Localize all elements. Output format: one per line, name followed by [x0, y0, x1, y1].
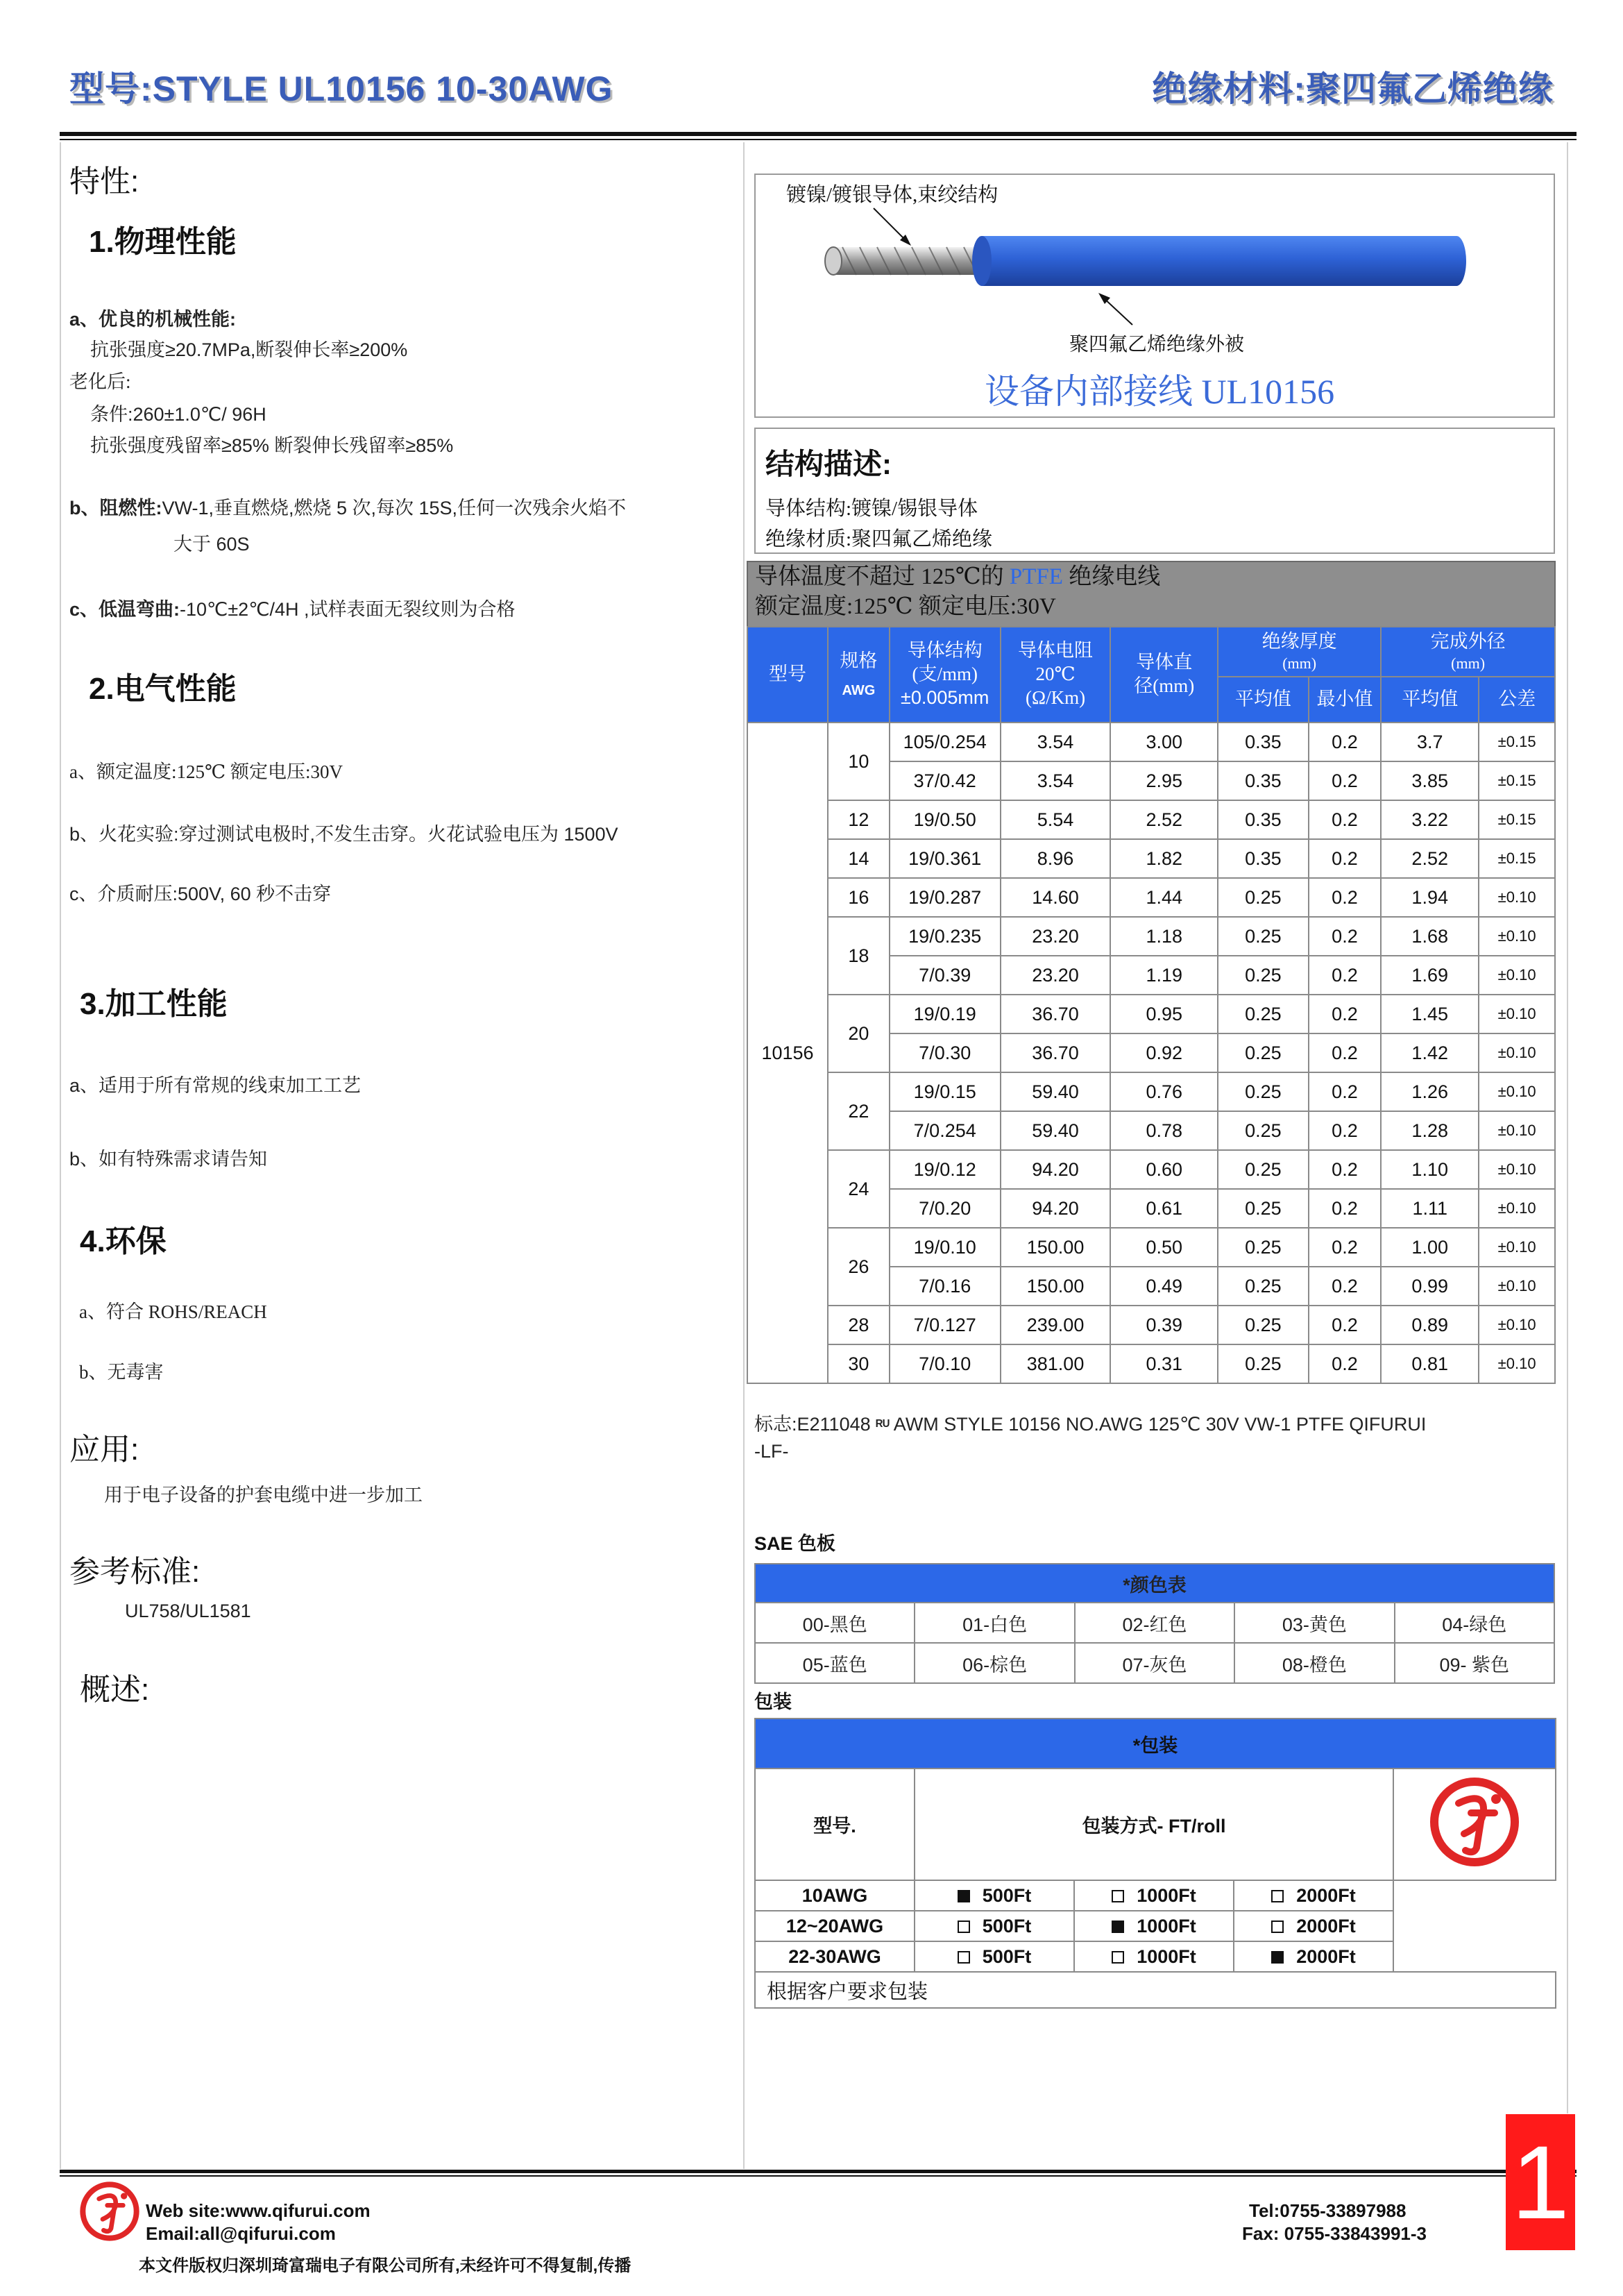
- spec-cell-dia: 0.50: [1110, 1228, 1218, 1267]
- packaging-row: [755, 1880, 1556, 1911]
- spec-cell-ins: 0.25: [1218, 1150, 1309, 1189]
- spec-cell-od: 1.00: [1381, 1228, 1479, 1267]
- spec-cell-tol: ±0.15: [1479, 800, 1555, 839]
- spec-cell-min: 0.2: [1309, 956, 1381, 995]
- spec-cell-od: 0.89: [1381, 1306, 1479, 1344]
- spec-cell-od: 0.81: [1381, 1344, 1479, 1383]
- spec-cell-min: 0.2: [1309, 1189, 1381, 1228]
- col-ins-min: 最小值: [1309, 677, 1381, 723]
- standard-heading: 参考标准:: [69, 1555, 201, 1589]
- spec-cell-cond: 7/0.30: [890, 1033, 1001, 1072]
- unchecked-box-icon[interactable]: [1271, 1921, 1284, 1933]
- rating-bar: [747, 561, 1556, 627]
- checked-box-icon[interactable]: [1112, 1921, 1124, 1933]
- spec-cell-tol: ±0.10: [1479, 1111, 1555, 1150]
- spec-cell-res: 23.20: [1001, 956, 1111, 995]
- spec-cell-ins: 0.35: [1218, 800, 1309, 839]
- spec-cell-ins: 0.35: [1218, 723, 1309, 761]
- spec-cell-ins: 0.25: [1218, 917, 1309, 956]
- spec-cell-min: 0.2: [1309, 1111, 1381, 1150]
- spec-cell-cond: 7/0.254: [890, 1111, 1001, 1150]
- col-insulation: 绝缘厚度 (mm): [1218, 627, 1381, 677]
- structure-conductor: 导体结构:镀镍/锡银导体: [765, 498, 978, 520]
- color-table: [754, 1563, 1555, 1684]
- packaging-model-cell: 22-30AWG: [755, 1941, 915, 1972]
- spec-cell-od: 1.45: [1381, 995, 1479, 1033]
- color-cell: 03-黄色: [1234, 1603, 1394, 1643]
- checked-box-icon[interactable]: [1271, 1951, 1284, 1964]
- footer-logo-icon: [75, 2177, 144, 2246]
- spec-cell-tol: ±0.15: [1479, 761, 1555, 800]
- spec-cell-od: 1.26: [1381, 1072, 1479, 1111]
- spec-cell-cond: 19/0.50: [890, 800, 1001, 839]
- spec-cell-dia: 0.76: [1110, 1072, 1218, 1111]
- packaging-option-cell: [1074, 1911, 1234, 1941]
- color-chart-title: SAE 色板: [754, 1533, 836, 1554]
- checked-box-icon[interactable]: [958, 1890, 970, 1902]
- spec-cell-od: 0.99: [1381, 1267, 1479, 1306]
- spec-cell-ins: 0.35: [1218, 839, 1309, 878]
- spec-row: [747, 1150, 1555, 1189]
- packaging-note: 根据客户要求包装: [755, 1972, 1556, 2008]
- unchecked-box-icon[interactable]: [958, 1951, 970, 1964]
- packaging-option-label: 500Ft: [982, 1884, 1032, 1906]
- spec-cell-cond: 19/0.19: [890, 995, 1001, 1033]
- packaging-col-method: 包装方式- FT/roll: [915, 1769, 1393, 1880]
- spec-cell-min: 0.2: [1309, 917, 1381, 956]
- spec-cell-res: 59.40: [1001, 1111, 1111, 1150]
- spec-awg-cell: 28: [828, 1306, 890, 1344]
- footer-rule-thin: [60, 2175, 1577, 2177]
- spec-cell-tol: ±0.10: [1479, 1072, 1555, 1111]
- spec-cell-ins: 0.25: [1218, 1111, 1309, 1150]
- col-od-tol: 公差: [1479, 677, 1555, 723]
- company-logo-cell: [1393, 1769, 1556, 1880]
- spec-cell-dia: 0.31: [1110, 1344, 1218, 1383]
- spec-cell-cond: 19/0.10: [890, 1228, 1001, 1267]
- footer-fax: Fax: 0755-33843991-3: [1242, 2223, 1427, 2244]
- color-cell: 00-黑色: [755, 1603, 915, 1643]
- packaging-row: [755, 1941, 1556, 1972]
- spec-cell-tol: ±0.15: [1479, 723, 1555, 761]
- spec-cell-ins: 0.25: [1218, 1189, 1309, 1228]
- spec-cell-od: 3.7: [1381, 723, 1479, 761]
- spec-row: [747, 723, 1555, 761]
- packaging-option-cell: [1234, 1941, 1393, 1972]
- flame-retardant: b、阻燃性:VW-1,垂直燃烧,燃烧 5 次,每次 15S,任何一次残余火焰不: [69, 498, 627, 518]
- spec-cell-ins: 0.25: [1218, 1072, 1309, 1111]
- spec-cell-ins: 0.25: [1218, 1306, 1309, 1344]
- spec-cell-ins: 0.25: [1218, 1228, 1309, 1267]
- spec-cell-tol: ±0.15: [1479, 839, 1555, 878]
- spec-row: [747, 1344, 1555, 1383]
- spec-cell-ins: 0.25: [1218, 956, 1309, 995]
- aging-label: 老化后:: [69, 371, 131, 392]
- spec-cell-od: 3.85: [1381, 761, 1479, 800]
- spec-awg-cell: 14: [828, 839, 890, 878]
- spec-awg-cell: 30: [828, 1344, 890, 1383]
- spec-row: [747, 995, 1555, 1033]
- spec-row: [747, 1072, 1555, 1111]
- unchecked-box-icon[interactable]: [958, 1921, 970, 1933]
- spec-cell-res: 5.54: [1001, 800, 1111, 839]
- overview-heading: 概述:: [80, 1673, 150, 1707]
- spec-cell-cond: 7/0.20: [890, 1189, 1001, 1228]
- spec-cell-dia: 1.82: [1110, 839, 1218, 878]
- packaging-option-cell: [915, 1911, 1074, 1941]
- spec-model-cell: 10156: [747, 723, 828, 1383]
- page-number: 1: [1506, 2114, 1575, 2250]
- spec-cell-cond: 7/0.39: [890, 956, 1001, 995]
- spec-cell-tol: ±0.10: [1479, 1033, 1555, 1072]
- company-logo-icon: [1422, 1770, 1527, 1874]
- wire-diagram-box: [754, 174, 1555, 418]
- footer-tel: Tel:0755-33897988: [1249, 2200, 1407, 2221]
- rating-line2: 额定温度:125℃ 额定电压:30V: [755, 594, 1056, 619]
- spec-cell-dia: 0.92: [1110, 1033, 1218, 1072]
- spec-row: [747, 917, 1555, 956]
- physical-a-label: a、优良的机械性能:: [69, 309, 237, 330]
- marking-line2: -LF-: [754, 1441, 789, 1462]
- spec-cell-tol: ±0.10: [1479, 1228, 1555, 1267]
- spec-cell-min: 0.2: [1309, 1072, 1381, 1111]
- column-divider: [743, 142, 745, 2169]
- packaging-option-cell: [1074, 1941, 1234, 1972]
- spec-cell-cond: 19/0.361: [890, 839, 1001, 878]
- wire-illustration: [756, 175, 1554, 341]
- spec-cell-ins: 0.25: [1218, 1267, 1309, 1306]
- spec-cell-res: 36.70: [1001, 995, 1111, 1033]
- packaging-table: [754, 1718, 1556, 2009]
- packaging-option-cell: [915, 1880, 1074, 1911]
- spec-cell-res: 14.60: [1001, 878, 1111, 917]
- spec-cell-tol: ±0.10: [1479, 1267, 1555, 1306]
- spec-cell-res: 381.00: [1001, 1344, 1111, 1383]
- spec-cell-min: 0.2: [1309, 761, 1381, 800]
- spec-cell-min: 0.2: [1309, 723, 1381, 761]
- spec-cell-cond: 19/0.235: [890, 917, 1001, 956]
- insulation-label: 聚四氟乙烯绝缘外被: [1069, 334, 1245, 355]
- structure-insulation: 绝缘材质:聚四氟乙烯绝缘: [765, 528, 993, 550]
- unchecked-box-icon[interactable]: [1112, 1890, 1124, 1902]
- spec-cell-tol: ±0.10: [1479, 1189, 1555, 1228]
- ul-mark: ᴿᵁ: [876, 1417, 890, 1434]
- spec-row: [747, 839, 1555, 878]
- spec-cell-cond: 7/0.10: [890, 1344, 1001, 1383]
- spec-cell-tol: ±0.10: [1479, 917, 1555, 956]
- spec-cell-dia: 2.95: [1110, 761, 1218, 800]
- spec-cell-res: 239.00: [1001, 1306, 1111, 1344]
- packaging-option-label: 1000Ft: [1137, 1915, 1196, 1936]
- model-title: 型号:STYLE UL10156 10-30AWG: [69, 69, 613, 108]
- conductor-label: 镀镍/镀银导体,束绞结构: [786, 184, 999, 206]
- spec-cell-tol: ±0.10: [1479, 956, 1555, 995]
- col-od: 完成外径 (mm): [1381, 627, 1555, 677]
- spec-cell-od: 1.42: [1381, 1033, 1479, 1072]
- spec-cell-cond: 19/0.15: [890, 1072, 1001, 1111]
- packaging-col-model: 型号.: [755, 1769, 915, 1880]
- spec-cell-res: 94.20: [1001, 1150, 1111, 1189]
- spec-row: [747, 878, 1555, 917]
- unchecked-box-icon[interactable]: [1271, 1890, 1284, 1902]
- spec-awg-cell: 26: [828, 1228, 890, 1306]
- packaging-option-label: 1000Ft: [1137, 1945, 1196, 1967]
- spec-cell-cond: 7/0.16: [890, 1267, 1001, 1306]
- spec-cell-min: 0.2: [1309, 878, 1381, 917]
- electrical-b: b、火花实验:穿过测试电极时,不发生击穿。火花试验电压为 1500V: [69, 824, 618, 845]
- spec-cell-min: 0.2: [1309, 995, 1381, 1033]
- spec-cell-min: 0.2: [1309, 1344, 1381, 1383]
- spec-cell-cond: 37/0.42: [890, 761, 1001, 800]
- spec-cell-dia: 0.49: [1110, 1267, 1218, 1306]
- flame-retardant-cont: 大于 60S: [173, 534, 250, 555]
- col-conductor: 导体结构 (支/mm) ±0.005mm: [890, 627, 1001, 723]
- color-table-title: *颜色表: [755, 1564, 1554, 1603]
- spec-cell-od: 1.69: [1381, 956, 1479, 995]
- spec-cell-min: 0.2: [1309, 839, 1381, 878]
- spec-cell-tol: ±0.10: [1479, 1344, 1555, 1383]
- spec-cell-od: 1.10: [1381, 1150, 1479, 1189]
- spec-awg-cell: 12: [828, 800, 890, 839]
- spec-cell-res: 3.54: [1001, 723, 1111, 761]
- spec-cell-dia: 1.19: [1110, 956, 1218, 995]
- spec-cell-ins: 0.25: [1218, 878, 1309, 917]
- spec-cell-dia: 0.78: [1110, 1111, 1218, 1150]
- spec-cell-tol: ±0.10: [1479, 1150, 1555, 1189]
- spec-cell-min: 0.2: [1309, 1033, 1381, 1072]
- processing-b: b、如有特殊需求请告知: [69, 1149, 268, 1170]
- spec-cell-od: 1.94: [1381, 878, 1479, 917]
- spec-row: [747, 1228, 1555, 1267]
- col-ins-avg: 平均值: [1218, 677, 1309, 723]
- spec-awg-cell: 18: [828, 917, 890, 995]
- spec-cell-ins: 0.25: [1218, 1033, 1309, 1072]
- spec-awg-cell: 10: [828, 723, 890, 800]
- packaging-model-cell: 12~20AWG: [755, 1911, 915, 1941]
- packaging-option-label: 2000Ft: [1296, 1884, 1356, 1906]
- spec-cell-od: 3.22: [1381, 800, 1479, 839]
- spec-cell-min: 0.2: [1309, 1150, 1381, 1189]
- standard-text: UL758/UL1581: [125, 1601, 251, 1621]
- spec-cell-res: 8.96: [1001, 839, 1111, 878]
- color-cell: 02-红色: [1075, 1603, 1234, 1643]
- features-heading: 特性:: [69, 164, 139, 199]
- electrical-c: c、介质耐压:500V, 60 秒不击穿: [69, 884, 332, 904]
- color-cell: 09- 紫色: [1395, 1643, 1554, 1683]
- packaging-option-label: 1000Ft: [1137, 1884, 1196, 1906]
- packaging-title: 包装: [754, 1691, 792, 1712]
- spec-cell-od: 1.68: [1381, 917, 1479, 956]
- packaging-option-cell: [915, 1941, 1074, 1972]
- spec-cell-dia: 0.61: [1110, 1189, 1218, 1228]
- spec-cell-res: 150.00: [1001, 1228, 1111, 1267]
- spec-cell-min: 0.2: [1309, 1267, 1381, 1306]
- spec-cell-res: 59.40: [1001, 1072, 1111, 1111]
- electrical-a: a、额定温度:125℃ 额定电压:30V: [69, 761, 343, 782]
- color-row: [755, 1603, 1554, 1643]
- environment-a: a、符合 ROHS/REACH: [79, 1301, 267, 1322]
- col-gauge: 规格 AWG: [828, 627, 890, 723]
- rating-line1: 导体温度不超过 125℃的 PTFE 绝缘电线: [755, 564, 1161, 589]
- spec-cell-cond: 19/0.12: [890, 1150, 1001, 1189]
- footer-rule: [60, 2170, 1577, 2173]
- spec-cell-dia: 0.60: [1110, 1150, 1218, 1189]
- spec-row: [747, 1306, 1555, 1344]
- right-border: [1567, 142, 1568, 2113]
- spec-cell-min: 0.2: [1309, 1306, 1381, 1344]
- packaging-option-label: 2000Ft: [1296, 1915, 1356, 1936]
- spec-cell-res: 150.00: [1001, 1267, 1111, 1306]
- spec-awg-cell: 22: [828, 1072, 890, 1150]
- spec-awg-cell: 16: [828, 878, 890, 917]
- spec-cell-dia: 3.00: [1110, 723, 1218, 761]
- header-rule: [60, 132, 1577, 136]
- color-cell: 01-白色: [915, 1603, 1074, 1643]
- spec-cell-cond: 105/0.254: [890, 723, 1001, 761]
- spec-cell-tol: ±0.10: [1479, 995, 1555, 1033]
- spec-awg-cell: 24: [828, 1150, 890, 1228]
- spec-cell-tol: ±0.10: [1479, 1306, 1555, 1344]
- physical-a-line: 抗张强度≥20.7MPa,断裂伸长率≥200%: [90, 339, 408, 360]
- unchecked-box-icon[interactable]: [1112, 1951, 1124, 1964]
- spec-cell-min: 0.2: [1309, 800, 1381, 839]
- left-border: [60, 142, 61, 2169]
- color-cell: 04-绿色: [1395, 1603, 1554, 1643]
- footer-website[interactable]: Web site:www.qifurui.com: [146, 2200, 371, 2221]
- electrical-heading: 2.电气性能: [89, 672, 237, 706]
- col-resistance: 导体电阻 20℃ (Ω/Km): [1001, 627, 1111, 723]
- spec-cell-dia: 0.95: [1110, 995, 1218, 1033]
- packaging-option-cell: [1074, 1880, 1234, 1911]
- spec-cell-res: 94.20: [1001, 1189, 1111, 1228]
- spec-cell-res: 3.54: [1001, 761, 1111, 800]
- processing-a: a、适用于所有常规的线束加工工艺: [69, 1075, 362, 1096]
- environment-heading: 4.环保: [80, 1224, 167, 1258]
- spec-cell-res: 23.20: [1001, 917, 1111, 956]
- application-heading: 应用:: [69, 1433, 139, 1467]
- material-title: 绝缘材料:聚四氟乙烯绝缘: [1152, 69, 1554, 108]
- packaging-option-cell: [1234, 1911, 1393, 1941]
- spec-table: [747, 626, 1556, 1384]
- spec-awg-cell: 20: [828, 995, 890, 1072]
- processing-heading: 3.加工性能: [80, 987, 228, 1021]
- color-row: [755, 1643, 1554, 1683]
- spec-cell-res: 36.70: [1001, 1033, 1111, 1072]
- col-model: 型号: [747, 627, 828, 723]
- header-rule-thin: [60, 139, 1577, 140]
- spec-row: [747, 800, 1555, 839]
- aging-result: 抗张强度残留率≥85% 断裂伸长残留率≥85%: [90, 435, 454, 456]
- spec-cell-od: 1.28: [1381, 1111, 1479, 1150]
- col-od-avg: 平均值: [1381, 677, 1479, 723]
- footer-email[interactable]: Email:all@qifurui.com: [146, 2223, 336, 2244]
- packaging-row: [755, 1911, 1556, 1941]
- spec-cell-ins: 0.25: [1218, 1344, 1309, 1383]
- spec-cell-dia: 1.44: [1110, 878, 1218, 917]
- packaging-option-label: 500Ft: [982, 1945, 1032, 1967]
- environment-b: b、无毒害: [79, 1362, 164, 1383]
- aging-condition: 条件:260±1.0℃/ 96H: [90, 404, 266, 425]
- spec-cell-od: 1.11: [1381, 1189, 1479, 1228]
- spec-cell-ins: 0.25: [1218, 995, 1309, 1033]
- spec-cell-od: 2.52: [1381, 839, 1479, 878]
- physical-heading: 1.物理性能: [89, 225, 237, 259]
- color-cell: 08-橙色: [1234, 1643, 1394, 1683]
- color-cell: 05-蓝色: [755, 1643, 915, 1683]
- diagram-caption: 设备内部接线 UL10156: [985, 372, 1335, 411]
- packaging-option-cell: [1234, 1880, 1393, 1911]
- spec-cell-tol: ±0.10: [1479, 878, 1555, 917]
- spec-cell-dia: 0.39: [1110, 1306, 1218, 1344]
- packaging-option-label: 500Ft: [982, 1915, 1032, 1936]
- spec-cell-dia: 2.52: [1110, 800, 1218, 839]
- color-cell: 06-棕色: [915, 1643, 1074, 1683]
- packaging-option-label: 2000Ft: [1296, 1945, 1356, 1967]
- application-text: 用于电子设备的护套电缆中进一步加工: [104, 1485, 423, 1505]
- spec-cell-cond: 7/0.127: [890, 1306, 1001, 1344]
- packaging-model-cell: 10AWG: [755, 1880, 915, 1911]
- footer-copyright: 本文件版权归深圳琦富瑞电子有限公司所有,未经许可不得复制,传播: [139, 2256, 631, 2275]
- spec-cell-cond: 19/0.287: [890, 878, 1001, 917]
- marking-line: 标志:E211048 ᴿᵁ AWM STYLE 10156 NO.AWG 125℃ 30V VW-1 PTFE QIFURUI: [754, 1414, 1427, 1435]
- spec-cell-min: 0.2: [1309, 1228, 1381, 1267]
- color-cell: 07-灰色: [1075, 1643, 1234, 1683]
- spec-cell-dia: 1.18: [1110, 917, 1218, 956]
- packaging-table-title: *包装: [755, 1719, 1556, 1769]
- cold-bend: c、低温弯曲:-10℃±2℃/4H ,试样表面无裂纹则为合格: [69, 599, 516, 620]
- col-diameter: 导体直 径(mm): [1110, 627, 1218, 723]
- structure-box: [754, 428, 1555, 554]
- spec-cell-ins: 0.35: [1218, 761, 1309, 800]
- structure-heading: 结构描述:: [765, 448, 892, 480]
